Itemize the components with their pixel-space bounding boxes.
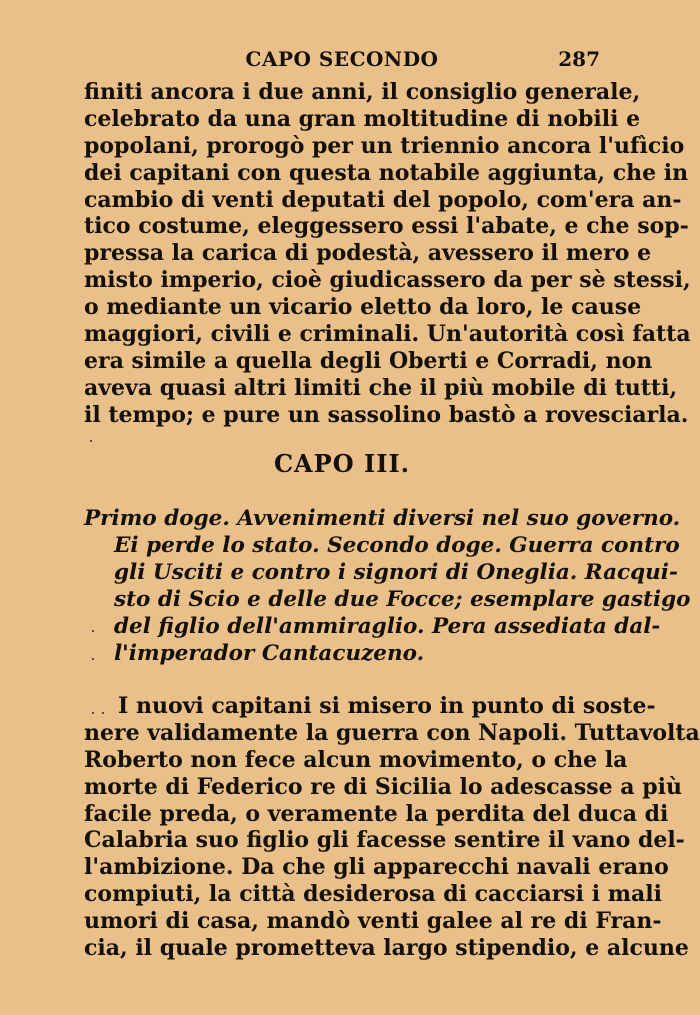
text-line: I nuovi capitani si misero in punto di soste- [118, 693, 656, 719]
print-speck [92, 712, 94, 714]
chapter-summary [84, 505, 691, 667]
paragraph-body [84, 693, 700, 962]
text-line: compiuti, la città desiderosa di cacciarsi i mali [84, 881, 662, 908]
print-speck [92, 658, 94, 660]
summary-line: Primo doge. Avvenimenti diversi nel suo governo. [84, 506, 681, 531]
text-line: l'ambizione. Da che gli apparecchi navali erano [84, 854, 669, 881]
text-line: tico costume, eleggessero essi l'abate, e che sop- [84, 213, 689, 240]
summary-line: del figlio dell'ammiraglio. Pera assediata dal- [114, 614, 661, 639]
running-head-title: CAPO SECONDO [245, 47, 439, 71]
text-line: Roberto non fece alcun movimento, o che la [84, 746, 628, 773]
print-speck [102, 712, 104, 714]
text-line: Calabria suo figlio gli facesse sentire il vano del- [84, 827, 685, 854]
text-line: o mediante un vicario eletto da loro, le cause [84, 294, 642, 321]
text-line: umori di casa, mandò venti galee al re di Fran- [84, 908, 662, 935]
page-number: 287 [558, 47, 600, 71]
text-line: nere validamente la guerra con Napoli. Tuttavolta [84, 719, 700, 746]
summary-line: sto di Scio e delle due Focce; esemplare gastigo [114, 587, 691, 612]
text-line: finiti ancora i due anni, il consiglio generale, [84, 79, 641, 105]
text-line: cambio di venti deputati del popolo, com'era an- [84, 186, 682, 213]
chapter-heading: CAPO III. [273, 449, 411, 478]
text-line: facile preda, o veramente la perdita del duca di [84, 800, 669, 827]
text-line: morte di Federico re di Sicilia lo adescasse a più [84, 773, 682, 800]
text-line: era simile a quella degli Oberti e Corradi, non [84, 347, 653, 374]
text-line: aveva quasi altri limiti che il più mobile di tutti, [84, 374, 678, 401]
summary-line: Ei perde lo stato. Secondo doge. Guerra contro [114, 533, 680, 558]
text-line: popolani, prorogò per un triennio ancora l'ufìcio [84, 132, 685, 159]
print-speck [92, 630, 94, 632]
text-line: il tempo; e pure un sassolino bastò a rovesciarla. [84, 401, 689, 428]
text-line: pressa la carica di podestà, avessero il mero e [84, 240, 652, 267]
text-line: dei capitani con questa notabile aggiunta, che in [84, 159, 689, 186]
text-line: maggiori, civili e criminali. Un'autorità così fatta [84, 321, 691, 348]
summary-line: gli Usciti e contro i signori di Oneglia. Racqui- [114, 560, 678, 585]
text-line: celebrato da una gran moltitudine di nobili e [84, 105, 641, 132]
paragraph-continuation [84, 79, 691, 429]
text-line: cia, il quale prometteva largo stipendio, e alcune [84, 935, 689, 962]
text-line: misto imperio, cioè giudicassero da per sè stessi, [84, 267, 691, 294]
running-head [84, 46, 600, 72]
print-speck [90, 440, 92, 442]
summary-line: l'imperador Cantacuzeno. [114, 641, 425, 666]
